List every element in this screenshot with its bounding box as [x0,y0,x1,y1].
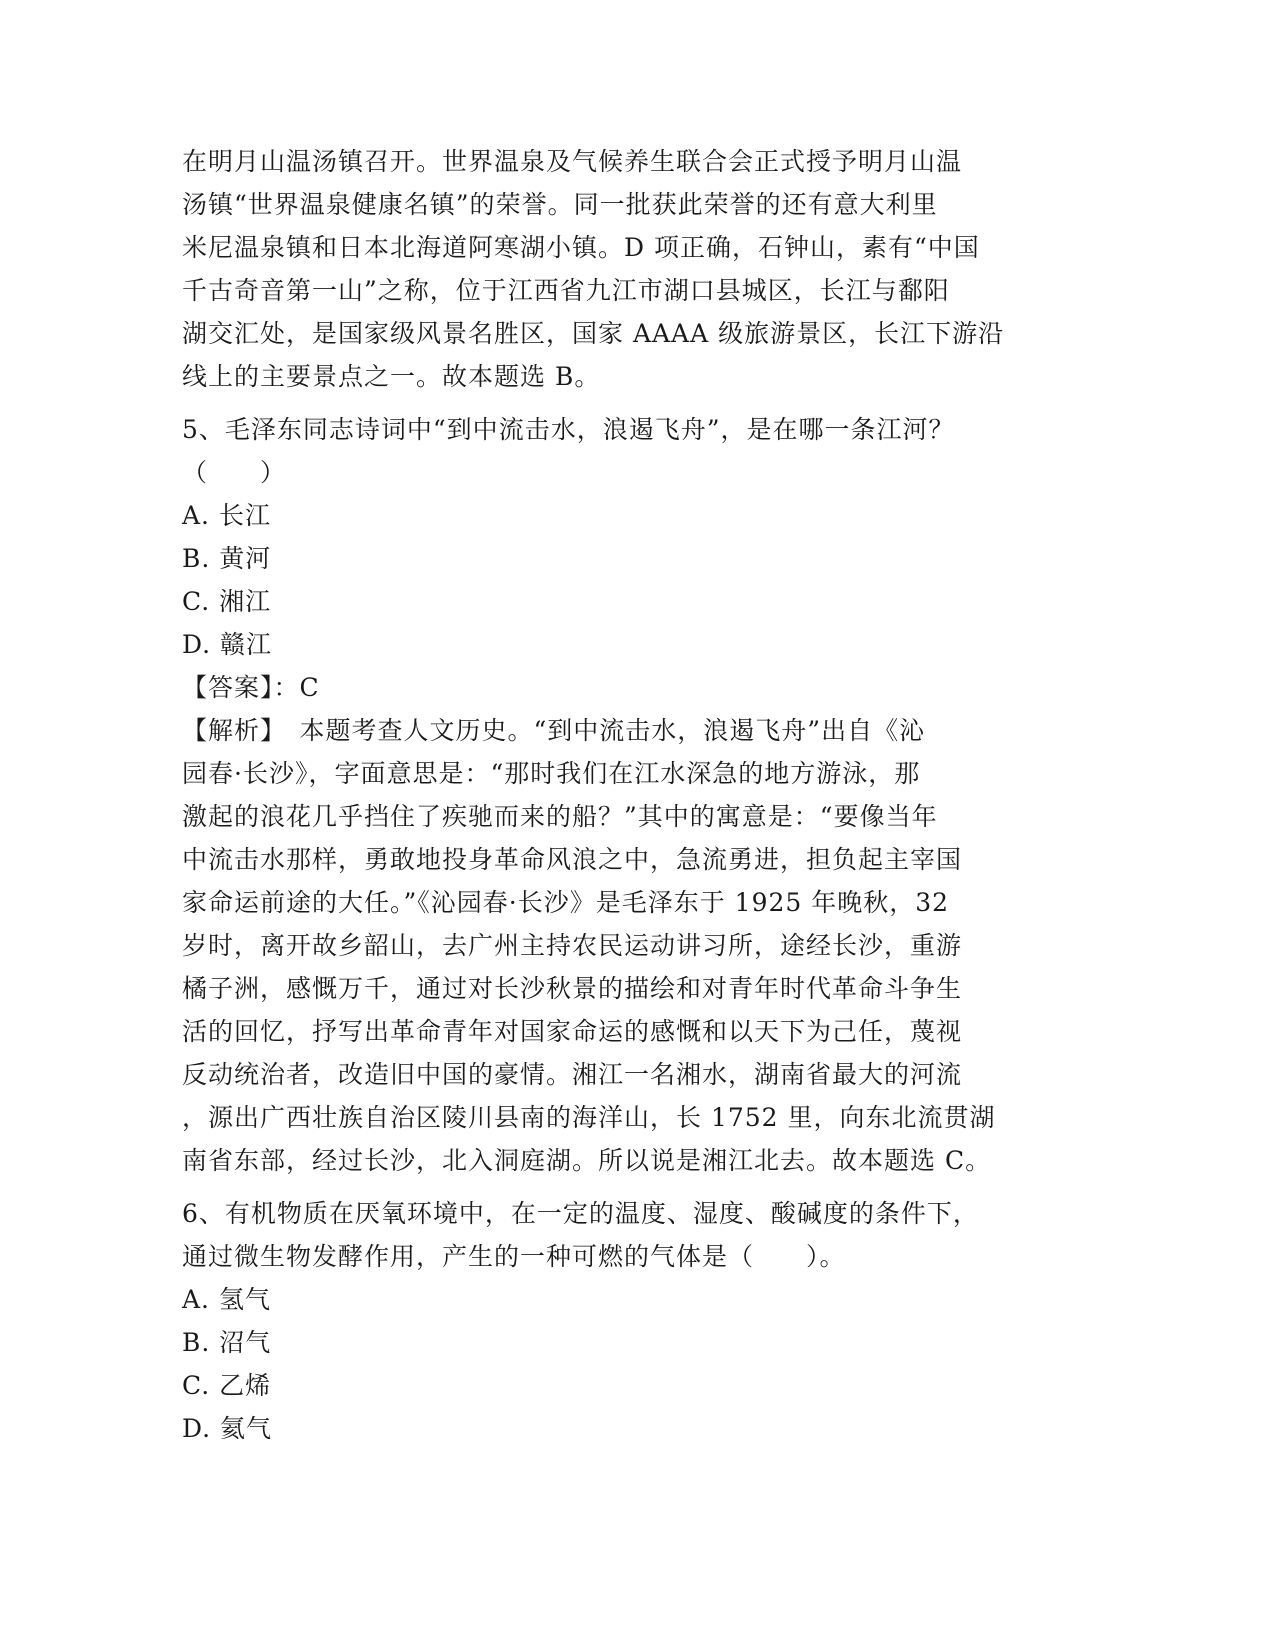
option-c: C. 湘江 [182,587,272,616]
option-b: B. 黄河 [182,544,272,573]
spacer [182,398,1082,408]
text-line: 激起的浪花几乎挡住了疾驰而来的船？”其中的寓意是：“要像当年 [182,802,938,831]
text-line: 米尼温泉镇和日本北海道阿寒湖小镇。D 项正确，石钟山，素有“中国 [182,233,980,262]
question-stem: 6、有机物质在厌氧环境中，在一定的温度、湿度、酸碱度的条件下， [182,1199,979,1228]
option-d: D. 氦气 [182,1414,273,1443]
text-line: 湖交汇处，是国家级风景名胜区，国家 AAAA 级旅游景区，长江下游沿 [182,319,1005,348]
text-line: ，源出广西壮族自治区陵川县南的海洋山，长 1752 里，向东北流贯湖 [182,1103,996,1132]
option-c: C. 乙烯 [182,1371,272,1400]
text-line: 汤镇“世界温泉健康名镇”的荣誉。同一批获此荣誉的还有意大利里 [182,190,938,219]
text-line: 千古奇音第一山”之称，位于江西省九江市湖口县城区，长江与鄱阳 [182,276,950,305]
text-line: 家命运前途的大任。”《沁园春·长沙》是毛泽东于 1925 年晚秋，32 [182,888,950,917]
question-stem: 5、毛泽东同志诗词中“到中流击水，浪遏飞舟”，是在哪一条江河？ [182,415,955,444]
answer-line: 【答案】：C [182,673,320,702]
text-line: 活的回忆，抒写出革命青年对国家命运的感慨和以天下为己任，蔑视 [182,1017,963,1046]
text-line: 南省东部，经过长沙，北入洞庭湖。所以说是湘江北去。故本题选 C。 [182,1146,992,1175]
option-d: D. 赣江 [182,630,273,659]
text-line: 园春·长沙》，字面意思是：“那时我们在江水深急的地方游泳，那 [182,759,921,788]
question-stem: （ ） [182,458,287,487]
option-a: A. 氢气 [182,1285,271,1314]
text-line: 岁时，离开故乡韶山，去广州主持农民运动讲习所，途经长沙，重游 [182,931,963,960]
document-page [182,140,1082,1450]
option-a: A. 长江 [182,501,271,530]
previous-explanation [182,140,1082,398]
question-stem: 通过微生物发酵作用，产生的一种可燃的气体是（ ）。 [182,1242,846,1271]
text-line: 线上的主要景点之一。故本题选 B。 [182,362,601,391]
spacer [182,1182,1082,1192]
question-6 [182,1192,1082,1450]
explanation [182,709,1082,1182]
question-5 [182,408,1082,1182]
text-line: 【解析】 本题考查人文历史。“到中流击水，浪遏飞舟”出自《沁 [182,716,926,745]
text-line: 橘子洲，感慨万千，通过对长沙秋景的描绘和对青年时代革命斗争生 [182,974,963,1003]
option-b: B. 沼气 [182,1328,272,1357]
text-line: 中流击水那样，勇敢地投身革命风浪之中，急流勇进，担负起主宰国 [182,845,963,874]
text-line: 在明月山温汤镇召开。世界温泉及气候养生联合会正式授予明月山温 [182,147,963,176]
text-line: 反动统治者，改造旧中国的豪情。湘江一名湘水，湖南省最大的河流 [182,1060,963,1089]
